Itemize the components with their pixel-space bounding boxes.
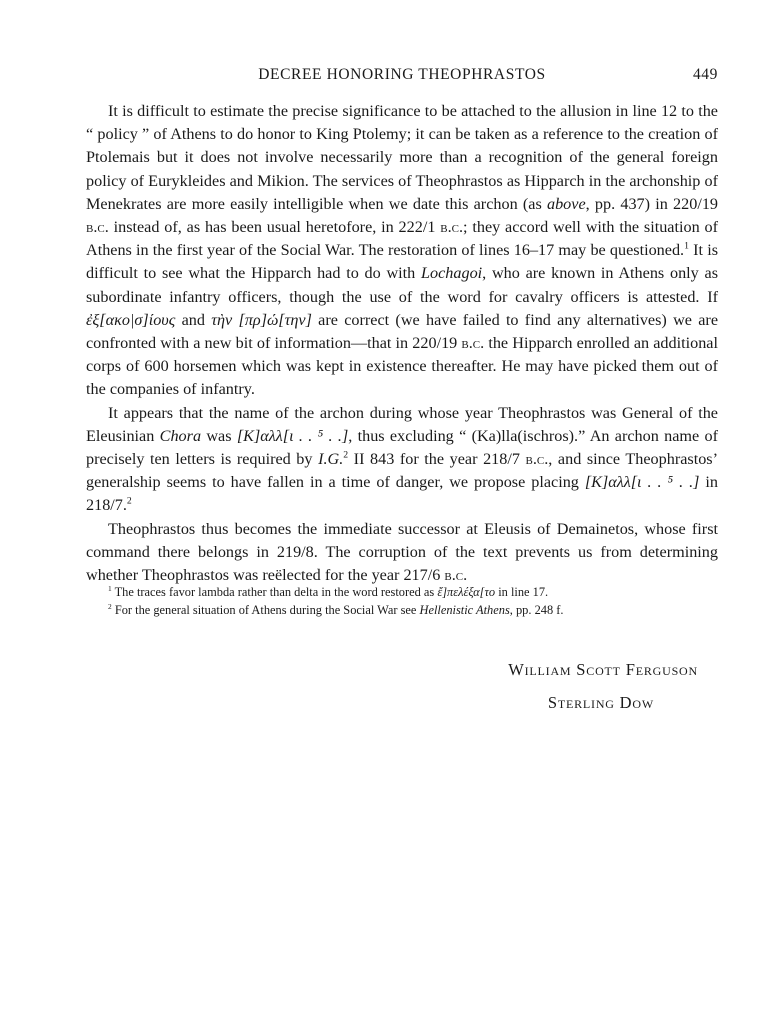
text-run: are correct (we have failed to find any alternatives) we are confronted with a new bit of information—that in 220/19: [86, 310, 719, 353]
text-run: in line 17.: [495, 585, 549, 599]
text-run: , thus excluding “ (Ka)lla(ischros).” An archon name of precisely ten letters is required by: [86, 426, 719, 469]
page-number: 449: [692, 66, 718, 83]
italic-reference: I.G.: [318, 450, 344, 469]
text-run: the Hipparch enrolled an additional corps of 600 horsemen which was kept in existence thereafter. He may have picked them out of the companies of infantry.: [86, 334, 718, 399]
running-title: DECREE HONORING THEOPHRASTOS: [258, 66, 546, 83]
era-abbrev: b.c.: [444, 566, 468, 585]
footnote-ref-1: 1: [684, 240, 689, 252]
text-run: For the general situation of Athens during the Social War see: [111, 603, 420, 617]
text-run: and: [175, 310, 212, 329]
text-run: , pp. 437) in 220/19: [585, 194, 719, 213]
footnote-ref-2: 2: [126, 496, 132, 508]
paragraph-3: [86, 518, 718, 588]
text-run: , who are known in Athens only as subordinate infantry officers, though the use of the word for cavalry officers is attested. If: [86, 264, 718, 306]
text-run: Theophrastos thus becomes the immediate successor at Eleusis of Demainetos, whose first command there belongs in 219/8. The corruption of the text prevents us from determining whether Theophrastos was reëlected for the year 217/6: [86, 519, 718, 585]
paragraph-1: [86, 100, 718, 402]
author-signature-2: Sterling Dow: [547, 693, 654, 712]
footnote-1: [86, 583, 718, 601]
text-run: instead of, as has been usual heretofore, in 222/1: [108, 218, 441, 237]
era-abbrev: b.c.: [86, 218, 109, 237]
greek-text: ἔ]πελέξα[το: [437, 585, 496, 599]
text-run: in 218/7.: [86, 473, 719, 515]
footnote-2: [86, 601, 718, 619]
footnotes: [86, 583, 718, 619]
greek-text: [K]αλλ[ι . . ⁵ . .]: [236, 426, 349, 445]
italic-term: Chora: [159, 426, 202, 445]
italic-title: Hellenistic Athens: [419, 603, 510, 617]
body-text: [86, 100, 718, 587]
greek-text: [K]αλλ[ι . . ⁵ . .]: [584, 473, 700, 492]
footnote-number: 2: [108, 601, 112, 611]
paragraph-2: [86, 402, 718, 518]
superscript: 2: [343, 449, 349, 461]
era-abbrev: b.c.: [461, 334, 485, 353]
footnote-number: 1: [108, 583, 112, 593]
text-run: ; they accord well with the situation of Athens in the first year of the Social War. The restoration of lines 16–17 may be questioned.: [86, 218, 718, 260]
text-run: The traces favor lambda rather than delta in the word restored as: [111, 585, 438, 599]
greek-text: ἐξ[ακο|σ]ίους: [86, 310, 176, 329]
text-run: It is difficult to estimate the precise significance to be attached to the allusion in line 12 to the “ policy ” of Athens to do honor to King Ptolemy; it can be taken as a reference to the creation of Ptolemais but it does not involve necessarily more than a recognition of the general foreign policy of Eurykleides and Mikion. The services of Theophrastos as Hipparch in the archonship of Menekrates are more easily intelligible when we date this archon (as: [86, 102, 718, 213]
text-run: , pp. 248 f.: [509, 603, 564, 617]
text-run: It is difficult to see what the Hipparch had to do with: [86, 241, 718, 283]
italic-term: Lochagoi: [421, 264, 483, 283]
author-signature-1: William Scott Ferguson: [508, 660, 698, 679]
era-abbrev: b.c.: [525, 450, 549, 469]
text-run: It appears that the name of the archon during whose year Theophrastos was General of the Eleusinian: [86, 403, 718, 445]
text-run: II 843 for the year 218/7: [348, 450, 526, 469]
italic-reference: above: [546, 194, 586, 213]
text-run: was: [201, 426, 237, 445]
greek-text: τὴν [πρ]ώ[την]: [211, 310, 312, 329]
era-abbrev: b.c.: [440, 218, 464, 237]
running-header: [86, 66, 718, 88]
text-run: , and since Theophrastos’ generalship seems to have fallen in a time of danger, we propose placing: [86, 450, 718, 492]
